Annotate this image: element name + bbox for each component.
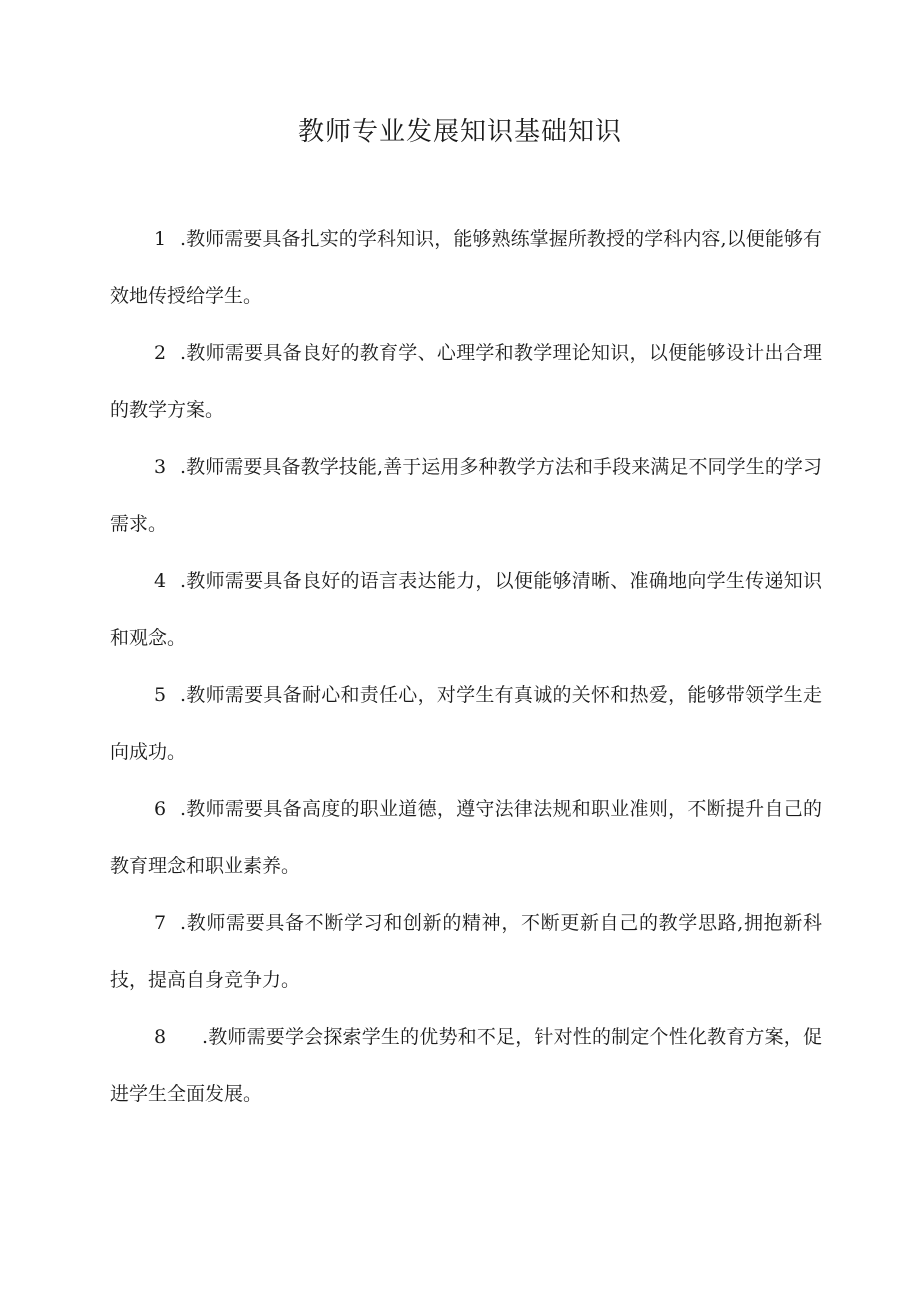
item-text: .教师需要具备耐心和责任心，对学生有真诚的关怀和热爱，能够带领学生走向成功。 [110,684,822,763]
item-number: 3 [154,456,167,478]
list-item [110,553,822,667]
document-body [110,211,822,1123]
item-number: 6 [154,798,167,820]
list-item [110,781,822,895]
item-number: 2 [154,342,167,364]
item-text: .教师需要具备良好的教育学、心理学和教学理论知识，以便能够设计出合理的教学方案。 [110,342,822,421]
item-text: .教师需要具备扎实的学科知识，能够熟练掌握所教授的学科内容,以便能够有效地传授给学生。 [110,228,822,307]
item-text: .教师需要学会探索学生的优势和不足，针对性的制定个性化教育方案，促进学生全面发展。 [110,1026,822,1105]
item-number: 4 [154,570,167,592]
item-number: 8 [154,1026,167,1048]
list-item [110,439,822,553]
item-text: .教师需要具备不断学习和创新的精神，不断更新自己的教学思路,拥抱新科技，提高自身竞争力。 [110,912,822,991]
list-item [110,211,822,325]
list-item [110,325,822,439]
item-number: 7 [154,912,167,934]
list-item [110,667,822,781]
item-text: .教师需要具备高度的职业道德，遵守法律法规和职业准则，不断提升自己的教育理念和职业素养。 [110,798,822,877]
item-number: 5 [154,684,167,706]
page-title: 教师专业发展知识基础知识 [297,117,622,147]
item-text: .教师需要具备教学技能,善于运用多种教学方法和手段来满足不同学生的学习需求。 [110,456,822,535]
item-number: 1 [154,228,167,250]
list-item [110,1009,822,1123]
item-text: .教师需要具备良好的语言表达能力，以便能够清晰、准确地向学生传递知识和观念。 [110,570,822,649]
list-item [110,895,822,1009]
